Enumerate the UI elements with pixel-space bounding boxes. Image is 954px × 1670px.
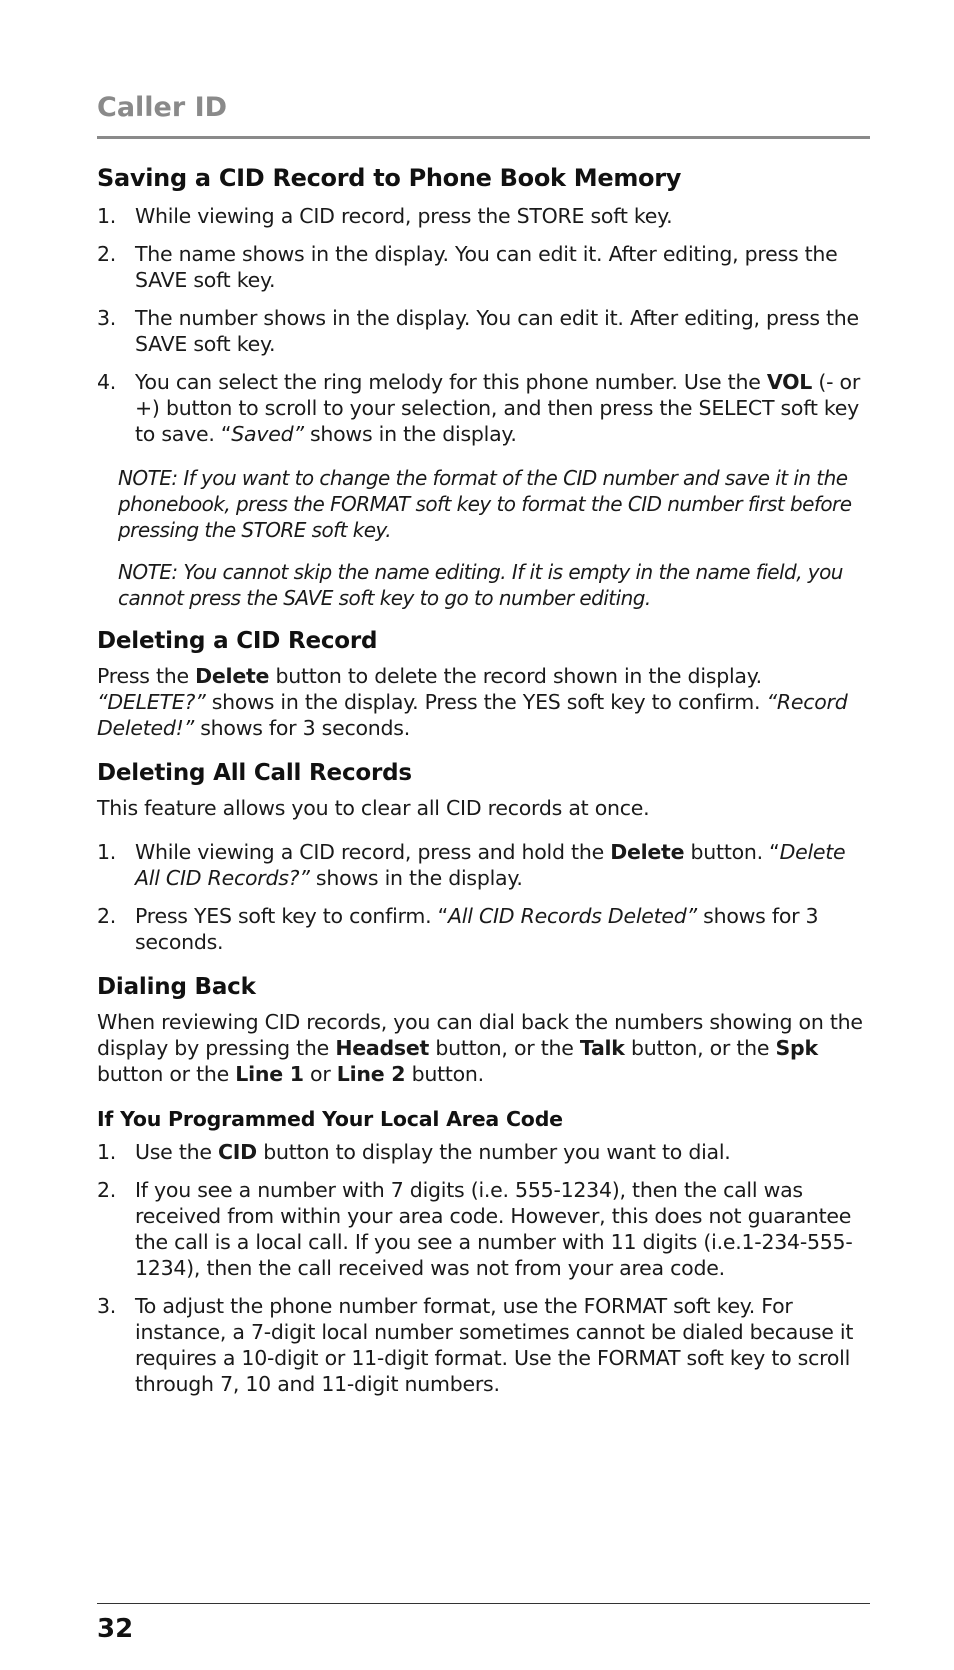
spk-button-name: Spk	[775, 1036, 818, 1060]
headset-button-name: Headset	[335, 1036, 430, 1060]
section-body: When reviewing CID records, you can dial back the numbers showing on the display by pressing the Headset button, or the Talk button, or the Spk button or the Line 1 or Line 2 button.	[97, 1010, 863, 1086]
step-number: 1.	[97, 840, 117, 864]
subsection-heading: If You Programmed Your Local Area Code	[97, 1107, 563, 1131]
section-dialing-back	[97, 973, 870, 1087]
step-number: 2.	[97, 1178, 117, 1202]
delete-button-name: Delete	[610, 840, 685, 864]
list-item	[97, 305, 870, 357]
list-item	[97, 203, 870, 229]
steps-list	[97, 1139, 870, 1397]
header-divider	[97, 136, 870, 139]
note: NOTE: You cannot skip the name editing. If it is empty in the name field, you cannot press the SAVE soft key to go to number editing.	[118, 560, 843, 610]
step-number: 2.	[97, 904, 117, 928]
step-text: While viewing a CID record, press and hold the Delete button. “Delete All CID Records?” shows in the display.	[135, 840, 846, 890]
step-number: 1.	[97, 204, 117, 228]
step-number: 2.	[97, 242, 117, 266]
list-item	[97, 1139, 870, 1165]
step-number: 3.	[97, 1294, 117, 1318]
display-message: Delete All CID Records?”	[135, 840, 846, 890]
page-header-title: Caller ID	[97, 92, 228, 123]
note: NOTE: If you want to change the format of the CID number and save it in the phonebook, press the FORMAT soft key to format the CID number first before pressing the STORE soft key.	[118, 466, 852, 542]
list-item	[97, 369, 870, 447]
section-heading: Dialing Back	[97, 974, 256, 1000]
step-text: The number shows in the display. You can edit it. After editing, press the SAVE soft key.	[135, 306, 859, 356]
section-deleting-all-records	[97, 759, 870, 955]
cid-button-name: CID	[217, 1140, 257, 1164]
list-item	[97, 903, 870, 955]
display-message: Saved”	[231, 422, 304, 446]
line1-button-name: Line 1	[235, 1062, 304, 1086]
vol-button-name: VOL	[766, 370, 813, 394]
list-item	[97, 241, 870, 293]
display-message: “Record Deleted!”	[97, 690, 848, 740]
page-content	[97, 163, 870, 1415]
display-message: “DELETE?”	[97, 690, 206, 714]
step-number: 4.	[97, 370, 117, 394]
display-message: All CID Records Deleted”	[448, 904, 697, 928]
step-text: Use the CID button to display the number you want to dial.	[135, 1140, 731, 1164]
section-heading: Saving a CID Record to Phone Book Memory	[97, 164, 682, 192]
step-text: You can select the ring melody for this phone number. Use the VOL (- or +) button to scroll to your selection, and then press the SELECT soft key to save. “Saved” shows in the display.	[135, 370, 860, 446]
talk-button-name: Talk	[579, 1036, 625, 1060]
step-text: If you see a number with 7 digits (i.e. 555-1234), then the call was received from within your area code. However, this does not guarantee the call is a local call. If you see a number with 11 digits (i.e.1-234-555-1234), then the call received was not from your area code.	[135, 1178, 853, 1280]
section-body: Press the Delete button to delete the record shown in the display. “DELETE?” shows in the display. Press the YES soft key to confirm. “Record Deleted!” shows for 3 seconds.	[97, 664, 848, 740]
section-heading: Deleting a CID Record	[97, 628, 378, 654]
section-deleting-cid-record	[97, 627, 870, 741]
list-item	[97, 1293, 870, 1397]
step-text: While viewing a CID record, press the STORE soft key.	[135, 204, 673, 228]
step-number: 1.	[97, 1140, 117, 1164]
step-text: To adjust the phone number format, use the FORMAT soft key. For instance, a 7-digit local number sometimes cannot be dialed because it requires a 10-digit or 11-digit format. Use the FORMAT soft key to scroll through 7, 10 and 11-digit numbers.	[135, 1294, 854, 1396]
delete-button-name: Delete	[195, 664, 270, 688]
list-item	[97, 1177, 870, 1281]
step-text: The name shows in the display. You can edit it. After editing, press the SAVE soft key.	[135, 242, 838, 292]
section-local-area-code	[97, 1105, 870, 1397]
section-intro: This feature allows you to clear all CID records at once.	[97, 796, 650, 820]
step-number: 3.	[97, 306, 117, 330]
steps-list	[97, 203, 870, 447]
page-number: 32	[97, 1614, 134, 1644]
section-heading: Deleting All Call Records	[97, 760, 412, 786]
section-saving-cid-record	[97, 163, 870, 611]
steps-list	[97, 839, 870, 955]
line2-button-name: Line 2	[336, 1062, 406, 1086]
footer-divider	[97, 1603, 870, 1604]
step-text: Press YES soft key to confirm. “All CID Records Deleted” shows for 3 seconds.	[135, 904, 819, 954]
list-item	[97, 839, 870, 891]
